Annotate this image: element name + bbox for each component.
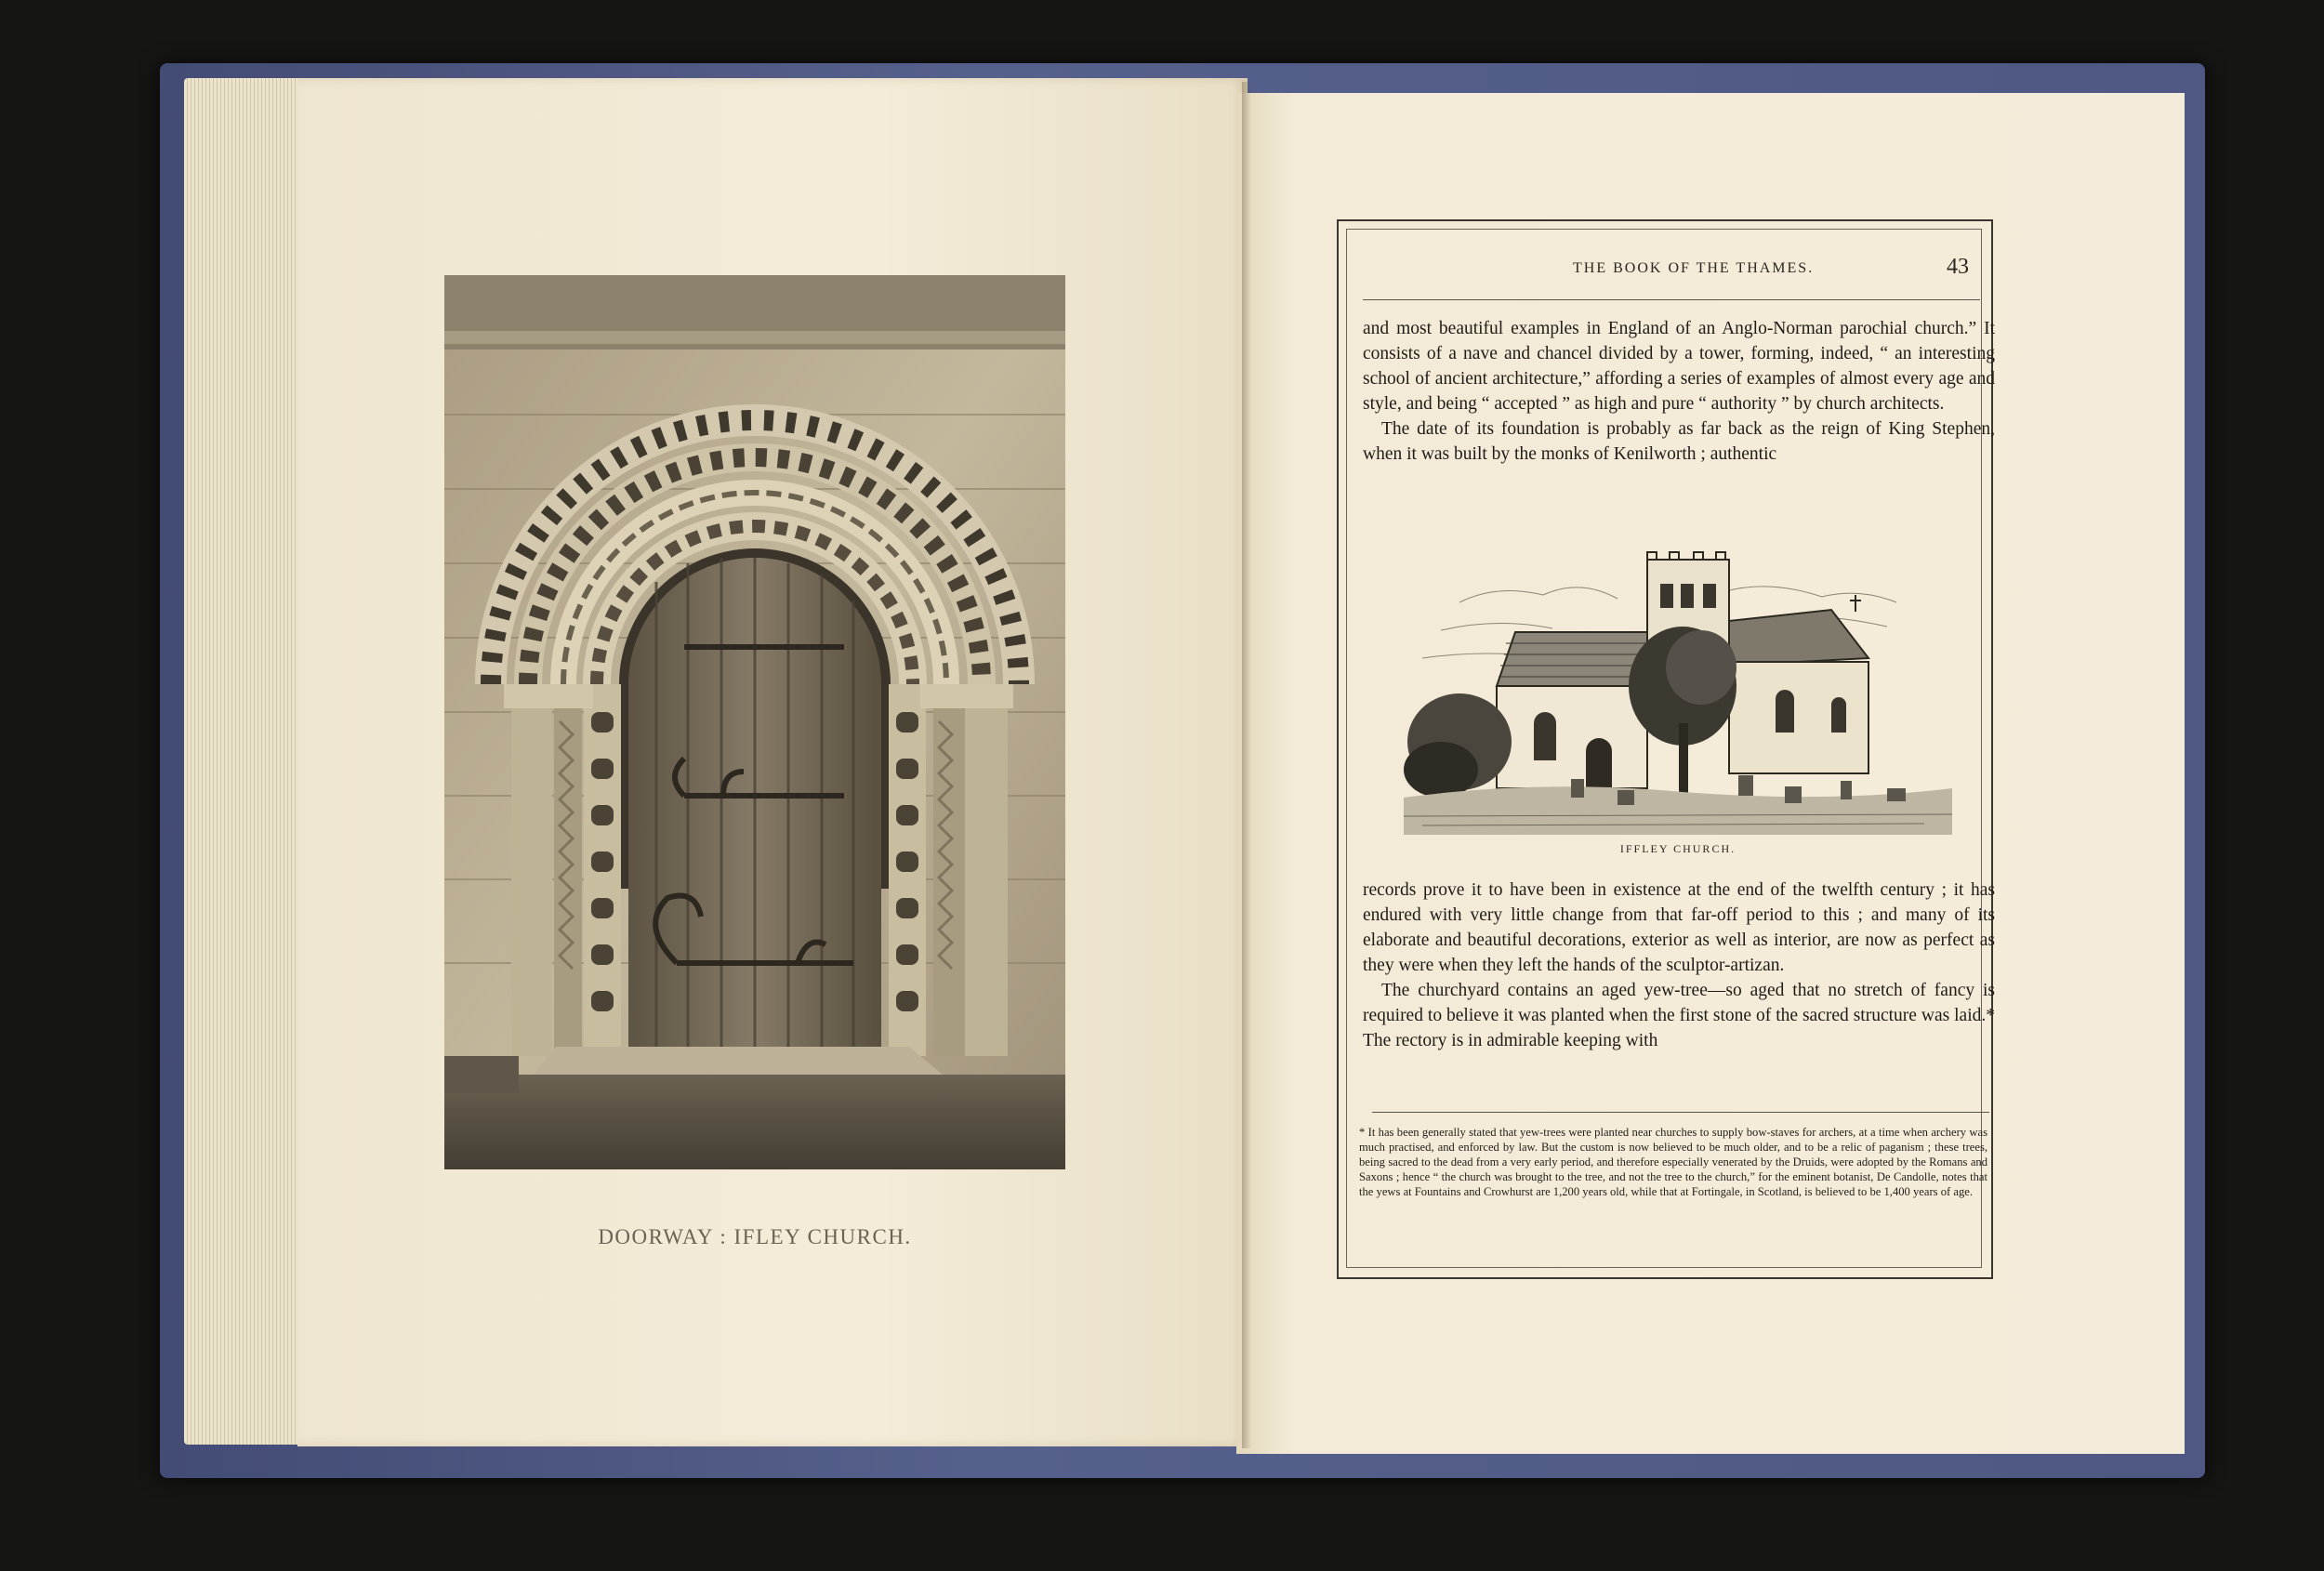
engraving-caption: IFFLEY CHURCH. bbox=[1619, 842, 1736, 855]
running-head bbox=[1367, 257, 1989, 284]
doorway-photograph bbox=[444, 275, 1065, 1169]
footnote: * It has been generally stated that yew-trees were planted near churches to supply bow-staves for archers, at a time when archery was much practised, and enforced by law. But the custom is now believed to be much older, and to be a relic of paganism ; these trees, being sacred to the dead from a very early period, and therefore especially venerated by the Druids, were adopted by the Romans and Saxons ; hence “ the church was brought to the tree, and not the tree to the church,” for the eminent botanist, De Candolle, notes that the yews at Fountains and Crowhurst are 1,200 years old, while that at Fortingale, in Scotland, is believed to be 1,400 years of age. bbox=[1359, 1126, 1987, 1198]
plate-caption: DOORWAY : IFLEY CHURCH. bbox=[598, 1225, 912, 1248]
paragraph: The date of its foundation is probably as far back as the reign of King Stephen, when it was built by the monks of Kenilworth ; authentic bbox=[1363, 419, 1995, 464]
header-rule bbox=[1363, 299, 1980, 300]
paragraph: records prove it to have been in existence at the end of the twelfth century ; it has endured with very little change from that far-off period to this ; and many of its elaborate and beautiful decorations, exterior as well as interior, are now as perfect as they were when they left the hands of the sculptor-artizan. bbox=[1363, 880, 1995, 975]
body-text-bottom bbox=[1363, 878, 1995, 1053]
gutter-shadow bbox=[1242, 82, 1251, 1448]
church-engraving bbox=[1404, 547, 1952, 835]
paragraph: The churchyard contains an aged yew-tree—so aged that no stretch of fancy is required to believe it was planted when the first stone of the sacred structure was laid.* The rectory is in admirable keeping with bbox=[1363, 981, 1995, 1050]
footnote-rule bbox=[1372, 1112, 1989, 1113]
running-title: THE BOOK OF THE THAMES. bbox=[1573, 260, 1815, 276]
body-text-top bbox=[1363, 316, 1995, 467]
page-number: 43 bbox=[1947, 255, 1969, 279]
paragraph: and most beautiful examples in England of an Anglo-Norman parochial church.” It consists of a nave and chancel divided by a tower, forming, indeed, “ an interesting school of ancient architecture,” affording a series of examples of almost every age and style, and being “ accepted ” as high and pure “ authority ” by church architects. bbox=[1363, 319, 1995, 414]
